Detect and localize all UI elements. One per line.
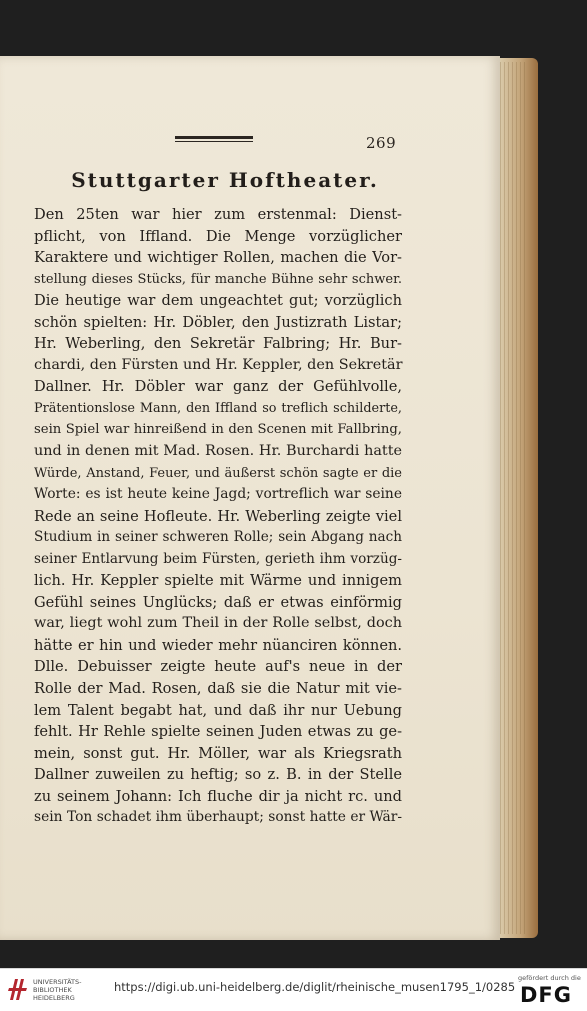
text-line: Rede an seine Hofleute. Hr. Weberling zeigte viel [34,507,402,525]
text-line: Würde, Anstand, Feuer, und äußerst schön sagte er die [34,465,402,481]
text-line: schön spielten: Hr. Döbler, den Justizrath Listar; [34,313,402,331]
funded-by-label: gefördert durch die [518,974,581,982]
text-line: und in denen mit Mad. Rosen. Hr. Burchardi hatte [34,443,402,460]
library-name-line: BIBLIOTHEK [33,986,72,994]
text-line: fehlt. Hr Rehle spielte seinen Juden etwas zu ge- [34,723,402,741]
text-line: mein, sonst gut. Hr. Möller, war als Kriegsrath [34,744,402,762]
library-name[interactable] [33,978,82,1002]
text-line: Die heutige war dem ungeachtet gut; vorzüglich [34,292,402,310]
text-line: pflicht, von Iffland. Die Menge vorzüglicher [34,227,402,245]
text-line: Dallner zuweilen zu heftig; so z. B. in der Stelle [34,766,402,784]
text-line: Dlle. Debuisser zeigte heute auf's neue in der [34,658,402,676]
text-line: Dallner. Hr. Döbler war ganz der Gefühlvolle, [34,378,402,396]
text-line: Prätentionslose Mann, den Iffland so treflich schilderte, [34,400,402,416]
text-line: Worte: es ist heute keine Jagd; vortreflich war seine [34,486,402,503]
header-rule [175,136,253,139]
text-line: sein Spiel war hinreißend in den Scenen mit Fallbring, [34,422,402,438]
text-line: Studium in seiner schweren Rolle; sein Abgang nach [34,529,402,546]
text-line: Den 25ten war hier zum erstenmal: Dienst- [34,206,402,223]
text-line: Rolle der Mad. Rosen, daß sie die Natur mit vie- [34,680,402,698]
permalink-url[interactable]: https://digi.ub.uni-heidelberg.de/diglit/rheinische_musen1795_1/0285 [114,980,516,994]
dfg-logo[interactable]: DFG [520,983,573,1007]
text-line: lich. Hr. Keppler spielte mit Wärme und innigem [34,572,402,590]
library-name-line: HEIDELBERG [33,994,75,1002]
text-line: Karaktere und wichtiger Rollen, machen die Vor- [34,249,402,267]
footer-bar [0,968,587,1011]
page-title: Stuttgarter Hoftheater. [71,168,379,192]
page-number: 269 [366,134,397,152]
header-rule-thin [175,141,253,142]
text-line: war, liegt wohl zum Theil in der Rolle selbst, doch [34,615,402,632]
library-logo-icon[interactable] [7,976,29,1002]
text-line: seiner Entlarvung beim Fürsten, gerieth ihm vorzüg- [34,550,402,567]
text-line: sein Ton schadet ihm überhaupt; sonst hatte er Wär- [34,809,402,826]
text-line: Gefühl seines Unglücks; daß er etwas einförmig [34,593,402,611]
body-text [34,204,402,829]
text-line: zu seinem Johann: Ich fluche dir ja nicht rc. und [34,787,402,805]
text-line: Hr. Weberling, den Sekretär Falbring; Hr. Bur- [34,335,402,353]
text-line: hätte er hin und wieder mehr nüanciren können. [34,636,402,654]
text-line: stellung dieses Stücks, für manche Bühne sehr schwer. [34,271,402,287]
text-line: lem Talent begabt hat, und daß ihr nur Uebung [34,701,402,719]
text-line: chardi, den Fürsten und Hr. Keppler, den Sekretär [34,356,403,373]
library-name-line: UNIVERSITÄTS- [33,978,82,986]
